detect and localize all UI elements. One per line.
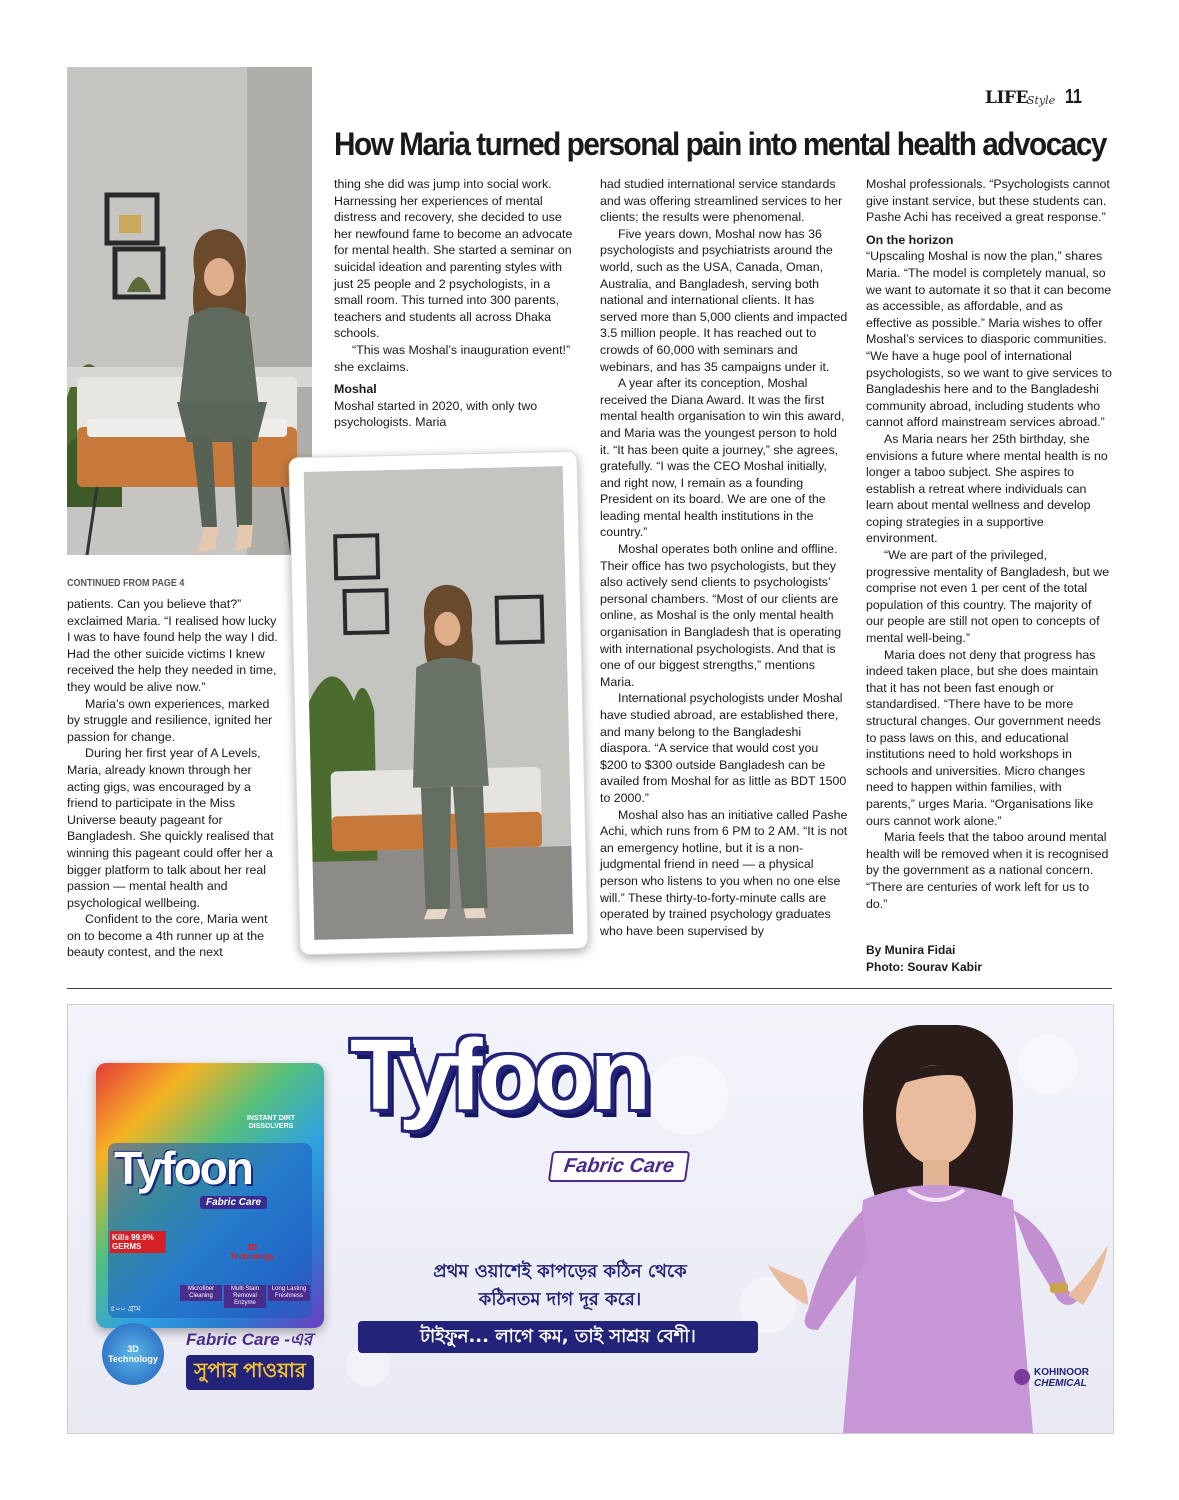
paragraph: As Maria nears her 25th birthday, she envisions a future where mental health is no longer a taboo subject. She aspires to establish a retreat where individuals can learn about mental wellness and develop coping strategies in a supportive environment. bbox=[866, 431, 1108, 546]
article-headline: How Maria turned personal pain into mental health advocacy bbox=[334, 126, 1106, 162]
seated-portrait-illustration bbox=[67, 67, 312, 555]
article-column-3 bbox=[600, 176, 848, 939]
kohinoor-flower-icon bbox=[1014, 1369, 1030, 1385]
page-number: 11 bbox=[1065, 86, 1082, 108]
paragraph: “We are part of the privileged, progressive mentality of Bangladesh, but we comprise not even 1 per cent of the total population of this country. The majority of our people are still not open to concepts of mental well-being.” bbox=[866, 548, 1110, 646]
section-logo-style: Style bbox=[1027, 94, 1056, 107]
paragraph: Moshal started in 2020, with only two psychologists. Maria bbox=[334, 398, 538, 430]
subhead-on-the-horizon: On the horizon bbox=[866, 232, 954, 247]
paragraph: Maria feels that the taboo around mental health will be removed when it is recognised by the government as a national concern. “There are centuries of work left for us to do.” bbox=[866, 830, 1109, 911]
subhead-moshal: Moshal bbox=[334, 382, 377, 397]
section-divider bbox=[67, 988, 1112, 989]
pack-feature-3: Long Lasting Freshness bbox=[268, 1285, 310, 1301]
ad-copy-line-2: কঠিনতম দাগ দূর করে। bbox=[478, 1289, 642, 1310]
ad-brand-logo: Tyfoon bbox=[350, 1019, 646, 1131]
badge-3d-technology bbox=[102, 1323, 164, 1385]
byline-photo-credit: Photo: Sourav Kabir bbox=[866, 960, 983, 974]
paragraph: patients. Can you believe that?” exclaimed Maria. “I realised how lucky I was to have found help the way I did. Had the other suicide victims I knew received the help they needed in time, they would be alive now.” bbox=[67, 597, 278, 694]
byline-block bbox=[866, 942, 982, 976]
page-header bbox=[985, 84, 1095, 114]
paragraph: thing she did was jump into social work. Harnessing her experiences of mental distress and recovery, she decided to use her newfound fame to become an advocate for mental health. She started a seminar on suicidal ideation and parenting styles with just 25 people and 2 psychologists, in a small room. This turned into 300 parents, teachers and students all across Dhaka schools. bbox=[334, 177, 573, 341]
pack-brand: Tyfoon bbox=[114, 1142, 252, 1194]
paragraph: Moshal operates both online and offline. Their office has two psychologists, but they also actively send clients to psychologists’ personal chambers. “Most of our clients are online, as Moshal is the only mental health organisation in Bangladesh that is operating with international psychologists. And that is one of our biggest strengths,” mentions Maria. bbox=[600, 542, 842, 689]
article-column-1 bbox=[67, 596, 279, 961]
advertisement-tyfoon bbox=[67, 1004, 1114, 1434]
pack-subbrand: Fabric Care bbox=[200, 1196, 267, 1209]
paragraph: Moshal professionals. “Psychologists cannot give instant service, but these students can. Pashe Achi has received a great response.” bbox=[866, 177, 1110, 225]
ad-tagline: Fabric Care bbox=[548, 1151, 690, 1182]
paragraph: “This was Moshal’s inauguration event!” she exclaims. bbox=[334, 342, 571, 374]
paragraph: A year after its conception, Moshal received the Diana Award. It was the first mental health organisation to win this award, and Maria was the youngest person to hold it. “It has been quite a journey,” she agrees, gratefully. “I was the CEO Moshal initially, and right now, I remain as a founding President on its board. We are one of the leading mental health institutions in the country.” bbox=[600, 376, 845, 540]
article-column-4 bbox=[866, 176, 1112, 912]
pack-3d-tech: 3D Technology bbox=[230, 1243, 275, 1261]
fabric-care-er: Fabric Care -এর bbox=[186, 1330, 313, 1349]
continued-label: CONTINUED FROM PAGE 4 bbox=[67, 578, 185, 589]
paragraph: Maria does not deny that progress has indeed taken place, but she does maintain that it has not been fast enough or standardised. “There have to be more structural changes. Our government needs to pass laws on this, and educational institutions need to hold workshops in schools and universities. Micro changes need to happen within families, with parents,” urges Maria. “Organisations like ours cannot work alone.” bbox=[866, 647, 1101, 828]
pack-kills-germs: Kills 99.9% GERMS bbox=[110, 1231, 166, 1253]
pack-weight: ৫০০ গ্রাম bbox=[110, 1304, 141, 1313]
paragraph: Five years down, Moshal now has 36 psychologists and psychiatrists around the world, such as the USA, Canada, Oman, Australia, and Bangladesh, serving both national and international clients. It has served more than 5,000 clients and impacted 3.5 million people. It has reached out to crowds of 60,000 with seminars and webinars, and has 35 campaigns under it. bbox=[600, 226, 848, 374]
ad-copy-line-1: প্রথম ওয়াশেই কাপড়ের কঠিন থেকে bbox=[433, 1261, 687, 1282]
pack-feature-2: Multi Stain Removal Enzyme bbox=[224, 1285, 266, 1308]
pack-badge: INSTANT DIRT DISSOLVERS bbox=[246, 1115, 296, 1130]
byline-author: By Munira Fidai bbox=[866, 943, 956, 957]
paragraph: Confident to the core, Maria went on to become a 4th runner up at the beauty contest, and the next bbox=[67, 912, 268, 960]
super-power-text: সুপার পাওয়ার bbox=[186, 1355, 314, 1390]
paragraph: had studied international service standards and was offering streamlined services to her clients; the results were phenomenal. bbox=[600, 177, 843, 225]
pack-feature-1: Microfiber Cleaning bbox=[180, 1285, 222, 1301]
standing-portrait-illustration bbox=[304, 466, 574, 940]
article-column-2 bbox=[334, 176, 580, 431]
paragraph: Maria’s own experiences, marked by struggle and resilience, ignited her passion for change. bbox=[67, 696, 273, 744]
product-pack bbox=[96, 1063, 324, 1328]
photo-maria-standing-frame bbox=[288, 451, 588, 955]
paragraph: Moshal also has an initiative called Pashe Achi, which runs from 6 PM to 2 AM. “It is not an emergency hotline, but it is a non-judgmental friend in need — a physical person who listens to you when no one else will.” These thirty-to-forty-minute calls are operated by trained psychology graduates who have been supervised by bbox=[600, 807, 848, 938]
badge-3d-text: 3D Technology bbox=[108, 1344, 158, 1364]
section-logo-life: LIFE bbox=[985, 88, 1028, 108]
ad-slogan: টাইফুন... লাগে কম, তাই সাশ্রয় বেশী। bbox=[358, 1321, 758, 1353]
kohinoor-text-top: KOHINOOR bbox=[1034, 1367, 1089, 1378]
photo-maria-standing bbox=[304, 466, 574, 940]
kohinoor-text-bottom: CHEMICAL bbox=[1034, 1378, 1087, 1389]
paragraph: International psychologists under Moshal have studied abroad, are established there, and many belong to the Bangladeshi diaspora. “A service that would cost you $200 to $300 outside Bangladesh can be availed from Moshal for as little as BDT 1500 to 2000.” bbox=[600, 691, 847, 805]
photo-maria-seated bbox=[67, 67, 312, 555]
paragraph: During her first year of A Levels, Maria, already known through her acting gigs, was encouraged by a friend to participate in the Miss Universe beauty pageant for Bangladesh. She quickly realised that winning this pageant could offer her a bigger platform to talk about her real passion — mental health and psychological wellbeing. bbox=[67, 746, 274, 910]
paragraph: “Upscaling Moshal is now the plan,” shares Maria. “The model is completely manual, so we want to automate it so that it can become as accessible, as affordable, and as effective as possible.” Maria wishes to offer Moshal’s services to diasporic communities. “We have a huge pool of international psychologists, so we want to give services to Bangladeshis here and to the Bangladeshi community abroad, including students who cannot afford mainstream services abroad.” bbox=[866, 249, 1112, 430]
